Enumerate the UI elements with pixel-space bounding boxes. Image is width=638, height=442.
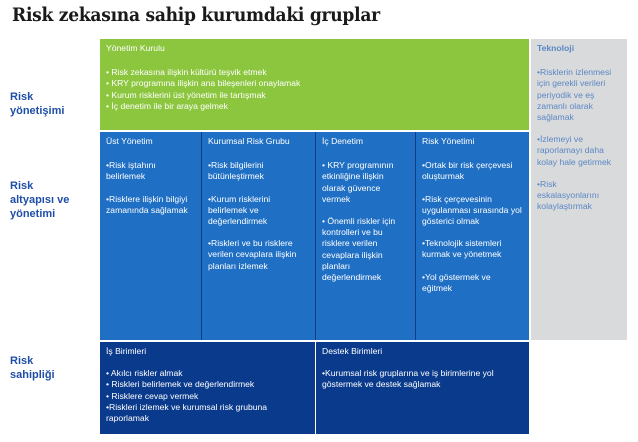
board-item: • KRY programına ilişkin ana bileşenleri onaylamak [106,78,301,89]
corporate-risk-group-item: •Kurum risklerini belirlemek ve değerlendirmek [208,193,271,227]
business-units-item: • Risklere cevap vermek [106,390,199,401]
row-label-owners: Risk sahipliği [10,355,55,381]
risk-management-item: •Yol göstermek ve eğitmek [422,271,491,293]
risk-management-box [416,132,529,340]
risk-management-item: •Risk çerçevesinin uygulanması sırasında yol gösterici olmak [422,193,522,227]
top-management-item: •Risklere ilişkin bilgiyi zamanında sağlamak [106,193,188,215]
business-units-item: • Riskleri belirlemek ve değerlendirmek [106,379,255,390]
board-header: Yönetim Kurulu [106,43,165,53]
technology-header: Teknoloji [537,43,575,53]
corporate-risk-group-item: •Risk bilgilerini bütünleştirmek [208,160,264,182]
business-units-header: İş Birimleri [106,346,147,356]
risk-management-header: Risk Yönetimi [422,136,475,146]
business-units-box [100,342,315,434]
board-box [100,39,529,130]
top-management-header: Üst Yönetim [106,136,153,146]
technology-box [531,39,627,340]
corporate-risk-group-item: •Riskleri ve bu risklere verilen cevaplara ilişkin planları izlemek [208,238,297,271]
support-units-item: •Kurumsal risk gruplarına ve iş birimlerine yol göstermek ve destek sağlamak [322,368,494,390]
top-management-item: •Risk iştahını belirlemek [106,160,156,182]
technology-item: •Risk eskalasyonlarını kolaylaştırmak [537,178,600,212]
risk-management-item: •Teknolojik sistemleri kurmak ve yönetmek [422,238,502,260]
board-item: • İç denetim ile bir araya gelmek [106,100,228,111]
top-management-box [100,132,201,340]
internal-audit-item: • Önemli riskler için kontrolleri ve bu risklere verilen cevaplara ilişkin planları değerlendirmek [322,216,396,283]
row-label-governance: Risk yönetişimi [10,91,65,117]
business-units-item: • Akılcı riskler almak [106,368,183,379]
row-label-infrastructure: Risk altyapısı ve yönetimi [10,180,70,220]
corporate-risk-group-header: Kurumsal Risk Grubu [208,136,290,146]
board-item: • Kurum risklerini üst yönetim ile tartışmak [106,89,266,100]
corporate-risk-group-box [202,132,315,340]
page-title: Risk zekasına sahip kurumdaki gruplar [12,4,380,26]
risk-management-item: •Ortak bir risk çerçevesi oluşturmak [422,160,513,182]
internal-audit-header: İç Denetim [322,136,364,146]
support-units-header: Destek Birimleri [322,346,383,356]
business-units-item: •Riskleri izlemek ve kurumsal risk grubuna raporlamak [106,401,268,424]
support-units-box [316,342,529,434]
technology-item: •İzlemeyi ve raporlamayı daha kolay hale getirmek [537,134,612,167]
internal-audit-box [316,132,415,340]
technology-item: •Risklerin izlenmesi için gerekli verileri periyodik ve eş zamanlı olarak sağlamak [537,67,612,123]
board-item: • Risk zekasına ilişkin kültürü teşvik etmek [106,67,267,78]
internal-audit-item: • KRY programının etkinliğine ilişkin olarak güvence vermek [322,160,394,204]
